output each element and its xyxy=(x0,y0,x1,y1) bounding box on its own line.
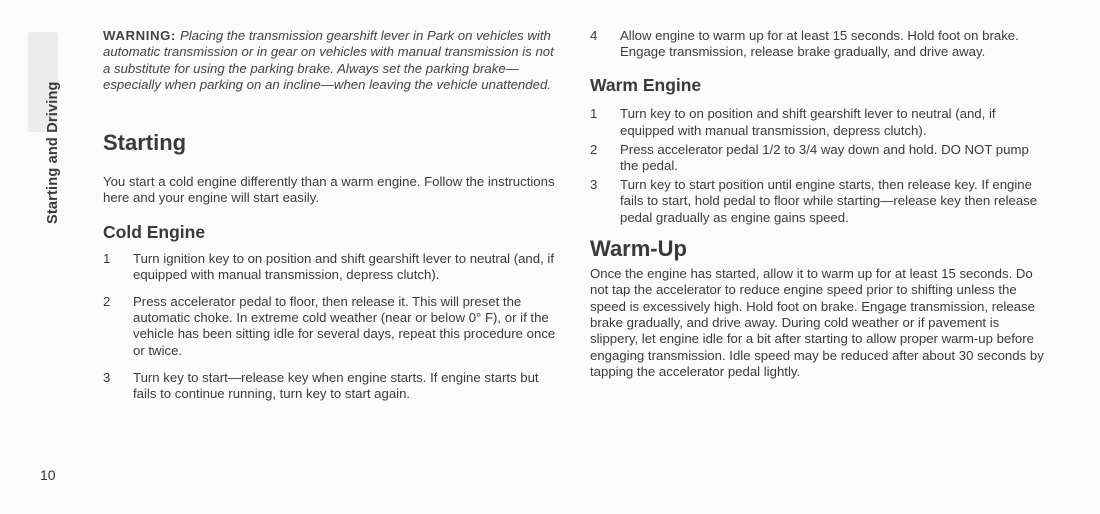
step-number: 4 xyxy=(590,28,598,43)
list-item xyxy=(590,177,1045,226)
warm-engine-steps xyxy=(590,106,1045,225)
step-number: 1 xyxy=(590,106,598,122)
step-number: 3 xyxy=(590,177,598,193)
warning-label: WARNING: xyxy=(103,28,176,43)
step-text: Turn key to on position and shift gearshift lever to neutral (and, if equipped with manual transmission, depress clutch). xyxy=(620,106,996,138)
step-text: Turn ignition key to on position and shift gearshift lever to neutral (and, if equipped with manual transmission, depress clutch). xyxy=(133,250,555,282)
list-item xyxy=(103,251,558,283)
warm-up-paragraph: Once the engine has started, allow it to warm up for at least 15 seconds. Do not tap the accelerator to reduce engine speed prior to shifting unless the speed is excessively high. Hold foot on brake. Engage transmission, release brake gradually, and drive away. During cold weather or if pavement is slippery, let engine idle for a bit after starting to allow proper warm-up before engaging transmission. Idle speed may be reduced after about 30 seconds by tapping the accelerator pedal lightly. xyxy=(590,265,1044,380)
step-number: 1 xyxy=(103,250,111,266)
page-number: 10 xyxy=(40,467,56,483)
starting-heading: Starting xyxy=(103,129,187,155)
list-item xyxy=(590,28,1045,60)
list-item xyxy=(590,142,1045,174)
step-number: 2 xyxy=(590,141,598,157)
step-text: Turn key to start—release key when engine starts. If engine starts but fails to continue running, turn key to start again. xyxy=(133,369,539,402)
step-number: 2 xyxy=(103,294,111,310)
step-text: Allow engine to warm up for at least 15 seconds. Hold foot on brake. Engage transmission, release brake gradually, and drive away. xyxy=(620,28,1019,60)
step-text: Press accelerator pedal 1/2 to 3/4 way down and hold. DO NOT pump the pedal. xyxy=(620,141,1029,174)
warm-up-heading: Warm-Up xyxy=(590,235,687,261)
step-number: 3 xyxy=(103,369,111,385)
starting-intro: You start a cold engine differently than a warm engine. Follow the instructions here and your engine will start easily. xyxy=(103,173,555,206)
section-tab xyxy=(26,28,62,224)
right-column xyxy=(590,28,1045,381)
warning-note xyxy=(103,28,558,94)
list-item xyxy=(103,370,558,402)
cold-engine-steps-continued xyxy=(590,28,1045,60)
section-tab-label: Starting and Driving xyxy=(45,81,61,224)
warm-engine-heading: Warm Engine xyxy=(590,75,702,96)
cold-engine-steps xyxy=(103,251,558,403)
step-text: Turn key to start position until engine starts, then release key. If engine fails to start, hold pedal to floor while starting—release key then release pedal gradually as engine gains speed. xyxy=(620,177,1038,225)
list-item xyxy=(103,294,558,359)
step-text: Press accelerator pedal to floor, then release it. This will preset the automatic choke. In extreme cold weather (near or below 0° F), or if the vehicle has been sitting idle for several days, repeat this procedure once or twice. xyxy=(133,294,556,358)
left-column xyxy=(103,28,558,402)
cold-engine-heading: Cold Engine xyxy=(103,221,206,242)
list-item xyxy=(590,106,1045,138)
warning-text: Placing the transmission gearshift lever in Park on vehicles with automatic transmission or in gear on vehicles with manual transmission is not a substitute for using the parking brake. Always set the parking brake—especially when parking on an incline—when leaving the vehicle unattended. xyxy=(103,28,554,93)
